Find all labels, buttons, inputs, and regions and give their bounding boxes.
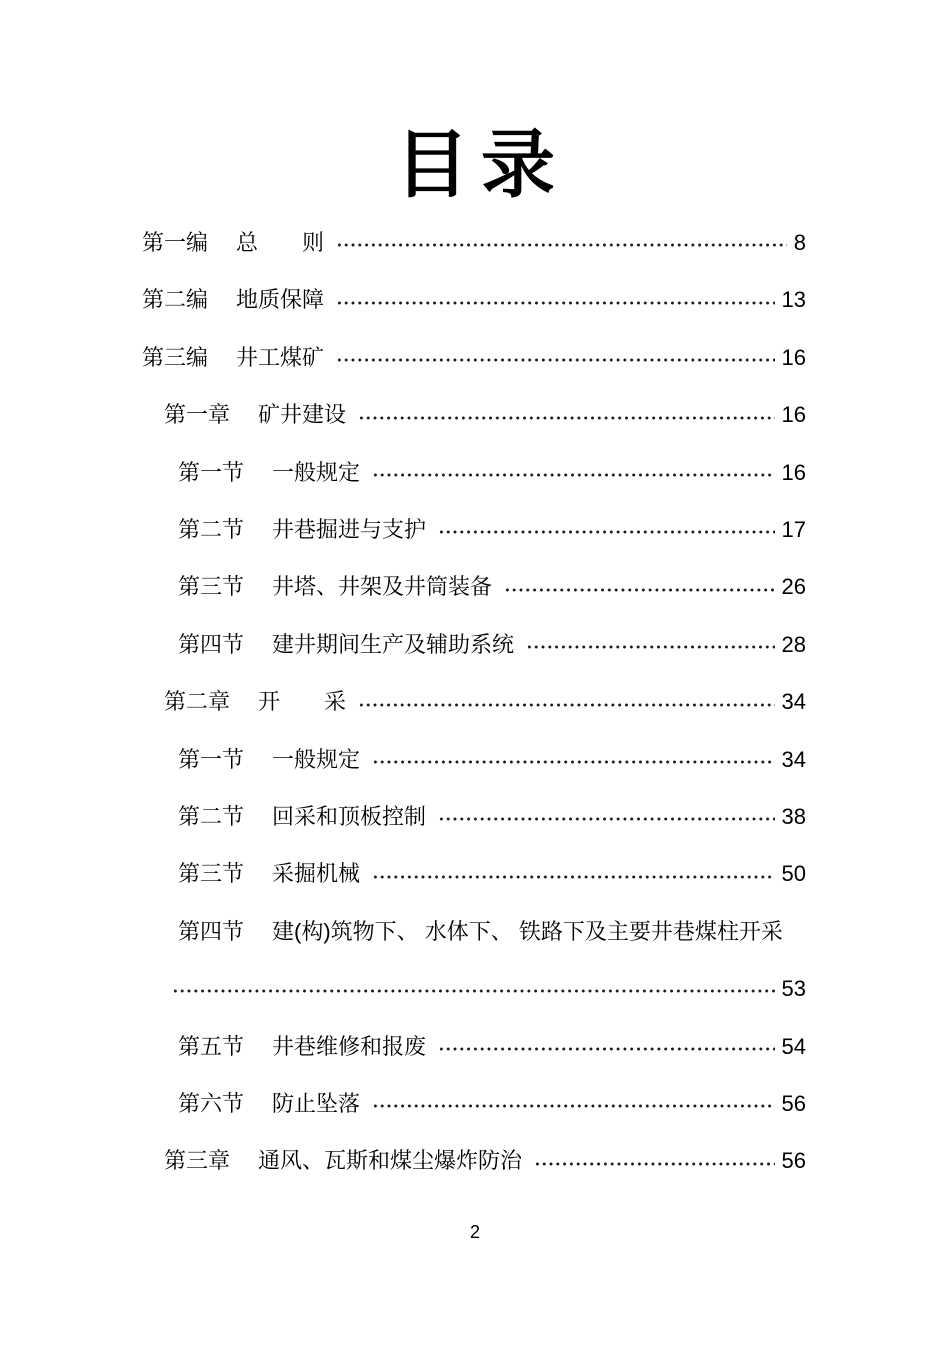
- toc-entry-label: 第一编: [142, 230, 209, 256]
- toc-entry-title: 建井期间生产及辅助系统: [272, 631, 515, 657]
- toc-entry-title: 井巷维修和报废: [272, 1033, 427, 1059]
- toc-entry-label: 第一节: [178, 746, 245, 772]
- toc-entry-label: 第五节: [178, 1033, 245, 1059]
- toc-entry: [0, 944, 950, 1001]
- toc-entry-title: 一般规定: [272, 459, 361, 485]
- toc-entry-title: 采掘机械: [272, 861, 361, 887]
- dot-leader: [336, 287, 774, 313]
- toc-entry-title: 防止坠落: [272, 1090, 361, 1116]
- toc-entry-page: 38: [781, 804, 806, 829]
- toc-entry-page: 50: [781, 861, 806, 887]
- toc-entry-title: 一般规定: [272, 746, 361, 772]
- toc-entry-page: 34: [781, 689, 806, 715]
- toc-entry: [0, 887, 950, 944]
- dot-leader: [526, 631, 774, 657]
- toc-entry: [0, 772, 950, 829]
- toc-entry-page: 54: [781, 1033, 806, 1059]
- toc-entry-label: 第六节: [178, 1090, 245, 1116]
- toc-entry-title: 开 采: [258, 689, 347, 715]
- dot-leader: [438, 516, 774, 542]
- page-number: 2: [469, 1222, 480, 1242]
- dot-leader: [172, 975, 775, 1001]
- toc-entry-page: 56: [781, 1148, 806, 1174]
- dot-leader: [358, 402, 774, 428]
- toc-entry-page: 28: [781, 631, 806, 657]
- dot-leader: [372, 861, 774, 887]
- toc-entry-title: 井塔、井架及井筒装备: [272, 574, 493, 600]
- toc-entry: [0, 428, 950, 485]
- toc-entry-title: 总 则: [236, 230, 325, 256]
- toc-entry: [0, 1059, 950, 1116]
- toc-entry-label: 第三编: [142, 344, 209, 370]
- dot-leader: [372, 459, 774, 485]
- toc-entry-page: 16: [781, 344, 806, 370]
- toc-entry-label: 第三节: [178, 574, 245, 600]
- toc-entry-page: 16: [781, 402, 806, 428]
- toc-entry-label: 第二节: [178, 517, 245, 543]
- toc-entry-title: 井工煤矿: [236, 344, 325, 370]
- toc-entry: [0, 829, 950, 886]
- dot-leader: [504, 574, 774, 600]
- toc-entry: [0, 715, 950, 772]
- toc-entry-label: 第二编: [142, 287, 209, 313]
- toc-entry: [0, 313, 950, 370]
- toc-entry-page: 8: [793, 230, 806, 256]
- toc-entry: [0, 542, 950, 599]
- toc-entry: [0, 1001, 950, 1058]
- toc-entry-page: 26: [781, 574, 806, 600]
- toc-entry: [0, 600, 950, 657]
- toc-entry-label: 第二章: [164, 689, 231, 715]
- toc-entry: [0, 657, 950, 714]
- toc-entry-title: 矿井建设: [258, 402, 347, 428]
- dot-leader: [438, 1033, 774, 1059]
- dot-leader: [336, 344, 774, 370]
- dot-leader: [534, 1148, 774, 1174]
- page-title: 目录: [395, 122, 567, 208]
- toc-entry-label: 第四节: [178, 631, 245, 657]
- toc-entry-page: 17: [781, 517, 806, 543]
- toc-entry-label: 第三章: [164, 1148, 231, 1174]
- toc-entry-page: 13: [781, 287, 806, 313]
- toc-entry: [0, 370, 950, 427]
- toc-entry-label: 第一章: [164, 402, 231, 428]
- toc-entry-label: 第一节: [178, 459, 245, 485]
- toc-entry-page: 16: [781, 459, 806, 485]
- toc-entry-label: 第四节: [178, 918, 245, 944]
- toc-list: [0, 198, 950, 1174]
- dot-leader: [438, 803, 774, 829]
- toc-entry-page: 53: [781, 976, 806, 1002]
- toc-entry: [0, 1116, 950, 1173]
- toc-entry-label: 第二节: [178, 804, 245, 829]
- dot-leader: [372, 746, 774, 772]
- toc-entry-page: 56: [781, 1090, 806, 1116]
- toc-entry: [0, 255, 950, 312]
- dot-leader: [795, 918, 799, 944]
- toc-entry-title: 建(构)筑物下、 水体下、 铁路下及主要井巷煤柱开采: [272, 918, 783, 944]
- dot-leader: [372, 1090, 774, 1116]
- toc-entry-label: 第三节: [178, 861, 245, 887]
- toc-entry-title: 通风、瓦斯和煤尘爆炸防治: [258, 1148, 523, 1174]
- toc-entry-page: 34: [781, 746, 806, 772]
- toc-entry-title: 地质保障: [236, 287, 325, 313]
- toc-entry-title: 井巷掘进与支护: [272, 517, 427, 543]
- dot-leader: [358, 689, 774, 715]
- toc-entry: [0, 485, 950, 542]
- toc-entry-title: 回采和顶板控制: [272, 804, 427, 829]
- dot-leader: [336, 229, 787, 255]
